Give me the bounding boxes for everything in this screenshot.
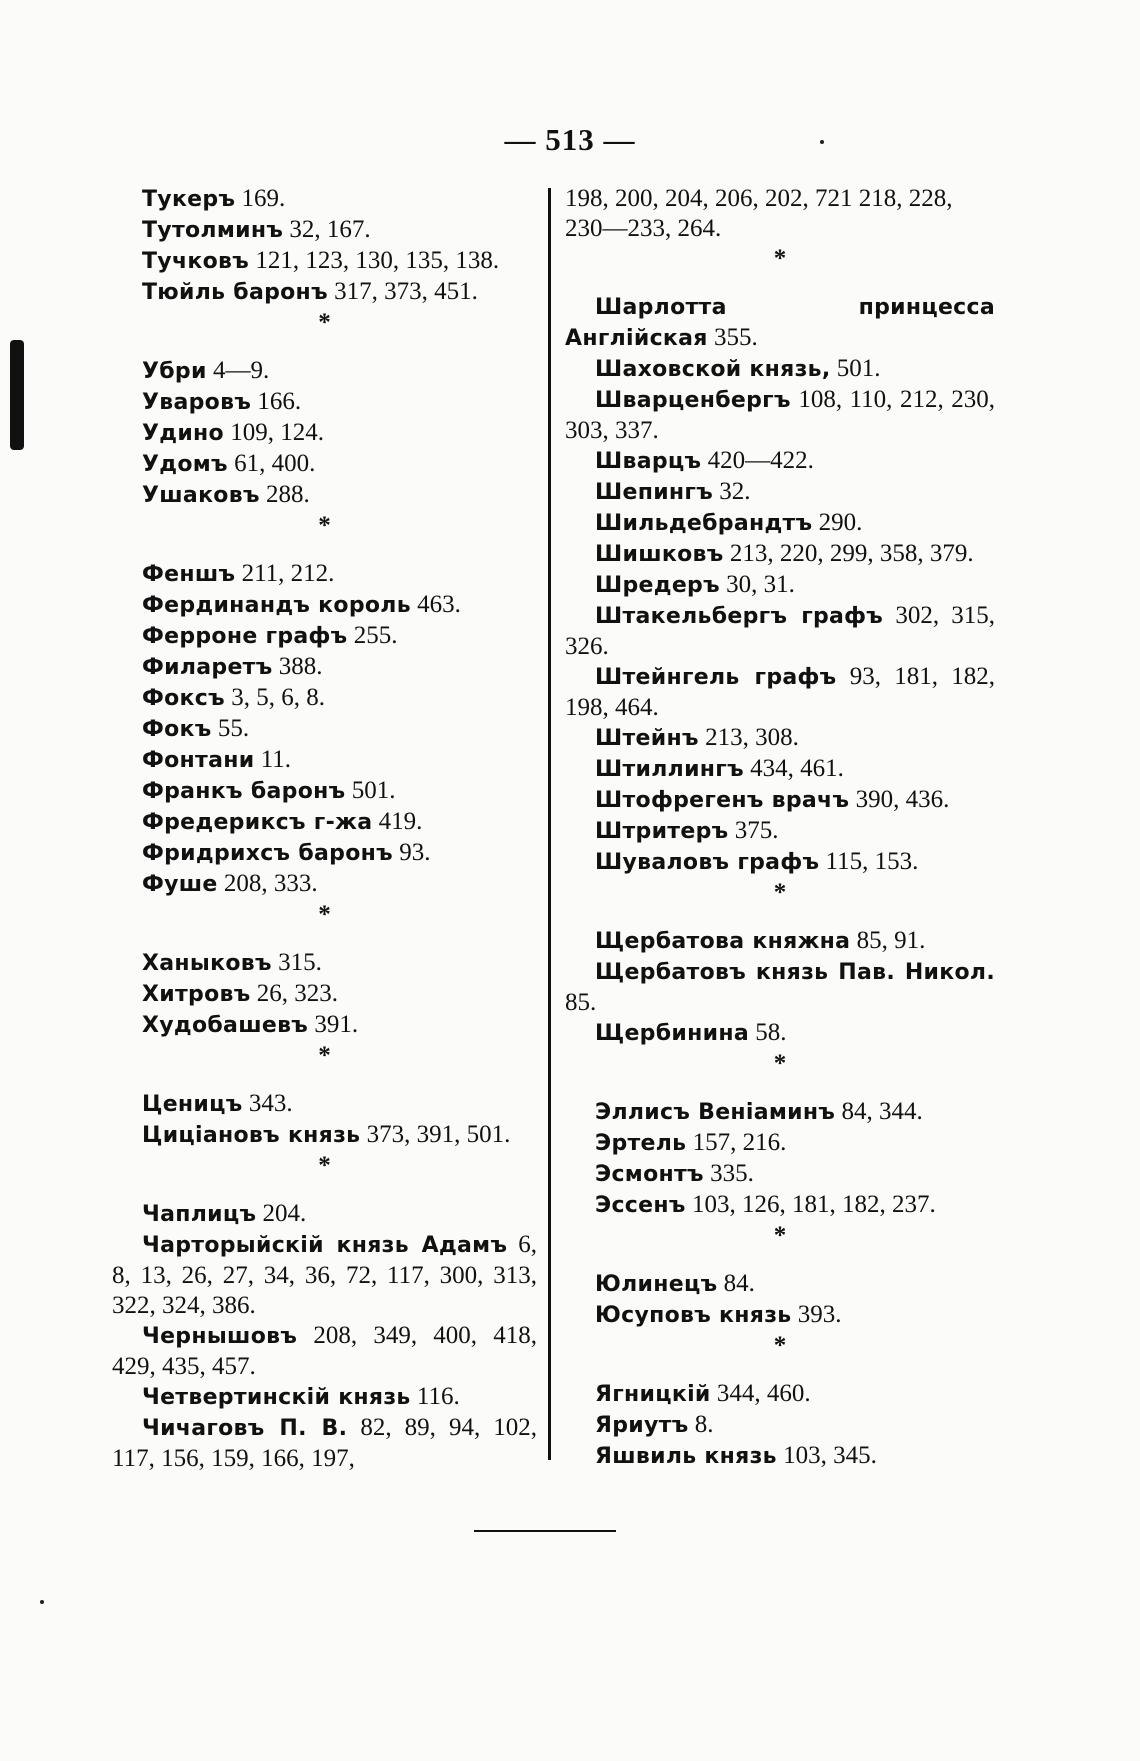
index-entry xyxy=(565,508,995,539)
entry-name: Юлинецъ xyxy=(595,1272,718,1297)
index-entry xyxy=(565,1097,995,1128)
entry-name: Чернышовъ xyxy=(142,1324,298,1349)
index-entry xyxy=(565,601,995,662)
entry-name: Ферроне графъ xyxy=(142,624,348,649)
index-entry xyxy=(565,816,995,847)
entry-name: Феншъ xyxy=(142,562,236,587)
entry-page-refs: 420—422. xyxy=(707,447,814,474)
index-entry xyxy=(565,1269,995,1300)
index-entry xyxy=(565,1128,995,1159)
entry-page-refs: 204. xyxy=(262,1200,307,1227)
entry-page-refs: 388. xyxy=(278,653,323,680)
scan-speck xyxy=(40,1600,44,1604)
section-separator: * xyxy=(318,1152,331,1179)
entry-name: Тюйль баронъ xyxy=(142,280,328,305)
entry-name: Эртель xyxy=(595,1131,687,1156)
entry-page-refs: 6, 8, 13, 26, 27, 34, 36, 72, 117, 300, 313, 322, 324, 386. xyxy=(112,1231,537,1319)
entry-name: Чичаговъ П. В. xyxy=(142,1416,348,1441)
index-entry xyxy=(112,590,537,621)
entry-page-refs: 58. xyxy=(755,1019,787,1046)
entry-name: Эллисъ Венiаминъ xyxy=(595,1100,836,1125)
entry-name: Филаретъ xyxy=(142,655,273,680)
continuation-text: 198, 200, 204, 206, 202, 721 218, 228, 230—233, 264. xyxy=(565,185,953,242)
entry-page-refs: 85, 91. xyxy=(856,927,926,954)
entry-name: Четвертинскiй князь xyxy=(142,1385,411,1410)
entry-page-refs: 375. xyxy=(734,817,779,844)
entry-name: Эссенъ xyxy=(595,1193,686,1218)
entry-name: Штритеръ xyxy=(595,819,729,844)
entry-page-refs: 85. xyxy=(565,989,597,1016)
scan-margin-mark xyxy=(10,340,24,450)
entry-page-refs: 208, 349, 400, 418, 429, 435, 457. xyxy=(112,1322,537,1380)
entry-name: Фоксъ xyxy=(142,686,225,711)
index-entry xyxy=(565,662,995,723)
entry-page-refs: 208, 333. xyxy=(223,870,318,897)
entry-name: Шварценбергъ xyxy=(595,388,791,413)
index-entry xyxy=(112,652,537,683)
index-entry xyxy=(112,246,537,277)
entry-name: Уваровъ xyxy=(142,390,252,415)
index-entry xyxy=(565,1441,995,1472)
entry-name: Удомъ xyxy=(142,452,228,477)
entry-page-refs: 32, 167. xyxy=(289,216,371,243)
entry-name: Шарлотта принцесса Англiйская xyxy=(565,295,995,351)
entry-name: Фредериксъ г-жа xyxy=(142,810,373,835)
entry-page-refs: 121, 123, 130, 135, 138. xyxy=(255,247,500,274)
entry-name: Ушаковъ xyxy=(142,483,260,508)
entry-name: Хитровъ xyxy=(142,982,251,1007)
section-separator: * xyxy=(773,1332,787,1359)
entry-page-refs: 116. xyxy=(416,1383,460,1410)
column-divider xyxy=(548,188,551,1460)
index-entry xyxy=(112,1120,537,1151)
entry-name: Штиллингъ xyxy=(595,757,744,782)
entry-page-refs: 213, 220, 299, 358, 379. xyxy=(729,540,974,567)
index-entry xyxy=(112,1382,537,1413)
entry-name: Щербатова княжна xyxy=(595,929,851,954)
index-entry xyxy=(112,356,537,387)
entry-name: Тучковъ xyxy=(142,249,250,274)
index-entry xyxy=(565,446,995,477)
section-separator: * xyxy=(318,901,331,928)
index-entry xyxy=(112,418,537,449)
entry-page-refs: 26, 323. xyxy=(256,980,339,1007)
entry-name: Шепингъ xyxy=(595,480,714,505)
index-entry xyxy=(565,1300,995,1331)
index-entry xyxy=(565,723,995,754)
entry-name: Фердинандъ король xyxy=(142,593,411,618)
index-entry xyxy=(565,385,995,446)
entry-page-refs: 93, 181, 182, 198, 464. xyxy=(565,663,996,721)
entry-page-refs: 213, 308. xyxy=(705,724,799,751)
entry-page-refs: 32. xyxy=(719,478,751,505)
index-entry xyxy=(112,1230,537,1321)
entry-page-refs: 169. xyxy=(241,185,286,212)
entry-page-refs: 390, 436. xyxy=(855,786,950,813)
index-entry xyxy=(112,449,537,480)
entry-name: Шварцъ xyxy=(595,449,702,474)
entry-name: Щербатовъ князь Пав. Никол. xyxy=(595,960,995,985)
entry-page-refs: 335. xyxy=(710,1160,754,1187)
entry-page-refs: 166. xyxy=(257,388,302,415)
entry-page-refs: 93. xyxy=(399,839,431,866)
index-entry xyxy=(112,838,537,869)
entry-name: Чарторыйскiй князь Адамъ xyxy=(142,1233,508,1258)
entry-name: Яшвиль князь xyxy=(595,1444,777,1469)
entry-name: Яриутъ xyxy=(595,1413,689,1438)
index-entry xyxy=(565,957,995,1018)
entry-page-refs: 315. xyxy=(278,949,322,976)
entry-name: Ценицъ xyxy=(142,1092,243,1117)
entry-page-refs: 61, 400. xyxy=(234,450,316,477)
entry-page-refs: 11. xyxy=(260,746,292,773)
entry-page-refs: 290. xyxy=(818,509,863,536)
index-column-right xyxy=(565,184,995,1472)
index-entry xyxy=(112,480,537,511)
entry-name: Шишковъ xyxy=(595,542,724,567)
entry-name: Худобашевъ xyxy=(142,1013,309,1038)
entry-name: Фонтани xyxy=(142,748,255,773)
index-entry xyxy=(565,539,995,570)
index-entry xyxy=(112,714,537,745)
entry-page-refs: 211, 212. xyxy=(241,560,335,587)
index-entry xyxy=(112,979,537,1010)
entry-name: Тутолминъ xyxy=(142,218,284,243)
section-separator: * xyxy=(773,245,787,272)
index-entry xyxy=(565,847,995,878)
entry-page-refs: 109, 124. xyxy=(230,419,324,446)
index-column-left xyxy=(112,184,537,1474)
entry-page-refs: 255. xyxy=(353,622,398,649)
section-separator: * xyxy=(318,512,331,539)
index-entry xyxy=(565,785,995,816)
section-separator: * xyxy=(773,1050,787,1077)
index-entry xyxy=(112,621,537,652)
page-number: — 513 — xyxy=(504,122,636,157)
entry-name: Чаплицъ xyxy=(142,1202,257,1227)
entry-name: Шильдебрандтъ xyxy=(595,511,813,536)
index-entry xyxy=(112,869,537,900)
entry-name: Щербинина xyxy=(595,1021,749,1046)
index-entry xyxy=(112,745,537,776)
index-entry xyxy=(565,754,995,785)
entry-page-refs: 373, 391, 501. xyxy=(366,1121,511,1148)
entry-page-refs: 501. xyxy=(351,777,396,804)
entry-name: Удино xyxy=(142,421,224,446)
entry-name: Штакельбергъ графъ xyxy=(595,604,884,629)
entry-page-refs: 84, 344. xyxy=(841,1098,923,1125)
entry-name: Шаховской князь, xyxy=(595,357,831,382)
index-entry xyxy=(565,354,995,385)
entry-page-refs: 434, 461. xyxy=(750,755,844,782)
index-entry xyxy=(112,1199,537,1230)
entry-page-refs: 344, 460. xyxy=(716,1380,811,1407)
entry-name: Фокъ xyxy=(142,717,212,742)
index-entry xyxy=(112,1089,537,1120)
section-separator: * xyxy=(318,1042,331,1069)
index-entry xyxy=(565,477,995,508)
index-entry xyxy=(565,1190,995,1221)
entry-page-refs: 84. xyxy=(723,1270,755,1297)
entry-page-refs: 30, 31. xyxy=(726,571,795,598)
section-separator: * xyxy=(773,1222,787,1249)
index-entry xyxy=(565,926,995,957)
index-entry xyxy=(112,387,537,418)
entry-page-refs: 55. xyxy=(217,715,250,742)
index-entry xyxy=(112,277,537,308)
index-entry xyxy=(112,1413,537,1474)
entry-page-refs: 115, 153. xyxy=(825,848,919,875)
index-entry xyxy=(565,292,995,354)
entry-page-refs: 419. xyxy=(378,808,423,835)
section-separator: * xyxy=(318,309,331,336)
entry-name: Франкъ баронъ xyxy=(142,779,346,804)
entry-name: Убри xyxy=(142,359,207,384)
entry-page-refs: 288. xyxy=(266,481,310,508)
entry-name: Штейнгель графъ xyxy=(595,665,837,690)
entry-page-refs: 4—9. xyxy=(212,357,270,384)
index-entry xyxy=(112,1010,537,1041)
index-entry xyxy=(565,1379,995,1410)
entry-name: Фридрихсъ баронъ xyxy=(142,841,393,866)
entry-page-refs: 302, 315, 326. xyxy=(565,602,996,660)
index-entry xyxy=(112,683,537,714)
index-entry xyxy=(565,570,995,601)
entry-page-refs: 82, 89, 94, 102, 117, 156, 159, 166, 197, xyxy=(112,1414,537,1472)
index-entry xyxy=(112,776,537,807)
entry-name: Шредеръ xyxy=(595,573,720,598)
index-entry xyxy=(565,1018,995,1049)
index-entry xyxy=(112,559,537,590)
entry-page-refs: 3, 5, 6, 8. xyxy=(231,684,325,711)
entry-name: Ягницкiй xyxy=(595,1382,711,1407)
index-entry xyxy=(112,948,537,979)
entry-page-refs: 343. xyxy=(248,1090,293,1117)
entry-page-refs: 355. xyxy=(713,324,758,351)
index-entry xyxy=(112,807,537,838)
entry-page-refs: 393. xyxy=(797,1301,842,1328)
entry-name: Фуше xyxy=(142,872,218,897)
section-separator: * xyxy=(773,879,787,906)
entry-page-refs: 463. xyxy=(417,591,461,618)
entry-name: Тукеръ xyxy=(142,187,236,212)
entry-page-refs: 317, 373, 451. xyxy=(334,278,478,305)
entry-page-refs: 501. xyxy=(836,355,881,382)
entry-page-refs: 8. xyxy=(694,1411,714,1438)
end-rule xyxy=(474,1530,616,1532)
index-entry xyxy=(565,1159,995,1190)
entry-page-refs: 108, 110, 212, 230, 303, 337. xyxy=(565,386,996,444)
entry-name: Шуваловъ графъ xyxy=(595,850,820,875)
entry-name: Штейнъ xyxy=(595,726,699,751)
entry-name: Эсмонтъ xyxy=(595,1162,704,1187)
index-entry xyxy=(565,1410,995,1441)
entry-page-refs: 157, 216. xyxy=(692,1129,787,1156)
entry-name: Штофрегенъ врачъ xyxy=(595,788,850,813)
entry-name: Юсуповъ князь xyxy=(595,1303,792,1328)
entry-page-refs: 103, 126, 181, 182, 237. xyxy=(691,1191,936,1218)
entry-name: Цицiановъ князь xyxy=(142,1123,361,1148)
entry-page-refs: 391. xyxy=(314,1011,359,1038)
index-entry xyxy=(112,184,537,215)
entry-name: Ханыковъ xyxy=(142,951,272,976)
index-entry xyxy=(112,1321,537,1382)
entry-page-refs: 103, 345. xyxy=(783,1442,877,1469)
index-entry xyxy=(112,215,537,246)
